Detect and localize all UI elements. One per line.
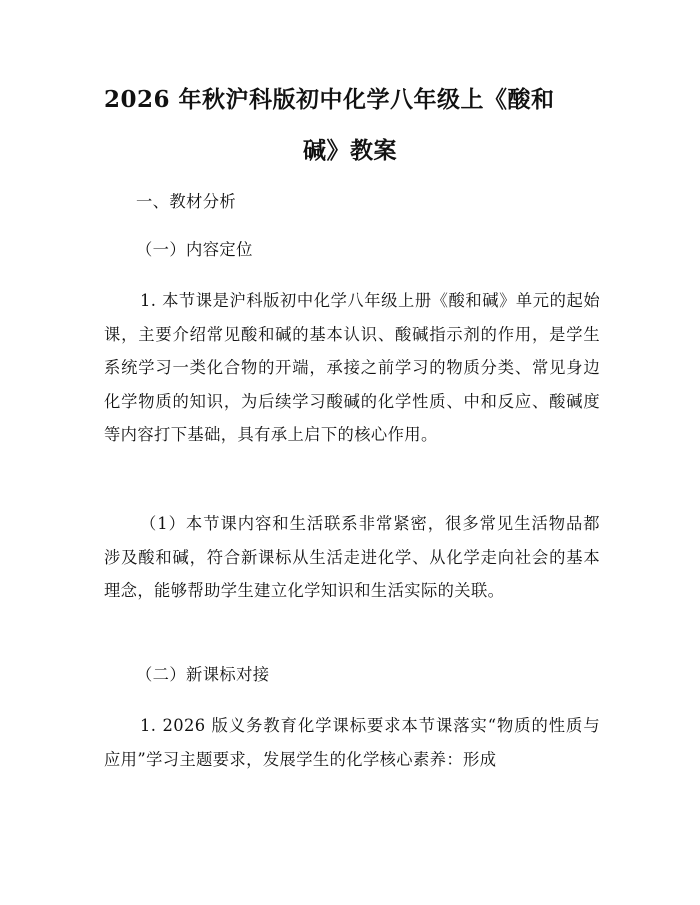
paragraph-curriculum-alignment: 1. 2026 版义务教育化学课标要求本节课落实“物质的性质与应用”学习主题要求，发展学生的化学核心素养：形成	[104, 716, 600, 769]
paragraph-content-positioning: 1. 本节课是沪科版初中化学八年级上册《酸和碱》单元的起始课，主要介绍常见酸和碱的基本认识、酸碱指示剂的作用，是学生系统学习一类化合物的开端，承接之前学习的物质分类、常见身边化学物质的知识，为后续学习酸碱的化学性质、中和反应、酸碱度等内容打下基础，具有承上启下的核心作用。	[104, 291, 600, 445]
subsection-heading-curriculum-alignment: （二）新课标对接	[136, 665, 270, 684]
document-title-line-2: 碱》教案	[303, 137, 397, 164]
subsection-heading-content-positioning: （一）内容定位	[136, 240, 253, 259]
paragraph-life-connection: （1）本节课内容和生活联系非常紧密，很多常见生活物品都涉及酸和碱，符合新课标从生活走进化学、从化学走向社会的基本理念，能够帮助学生建立化学知识和生活实际的关联。	[104, 514, 600, 601]
document-title-line-1: 2026 年秋沪科版初中化学八年级上《酸和	[104, 86, 555, 113]
section-heading-textbook-analysis: 一、教材分析	[136, 192, 237, 211]
